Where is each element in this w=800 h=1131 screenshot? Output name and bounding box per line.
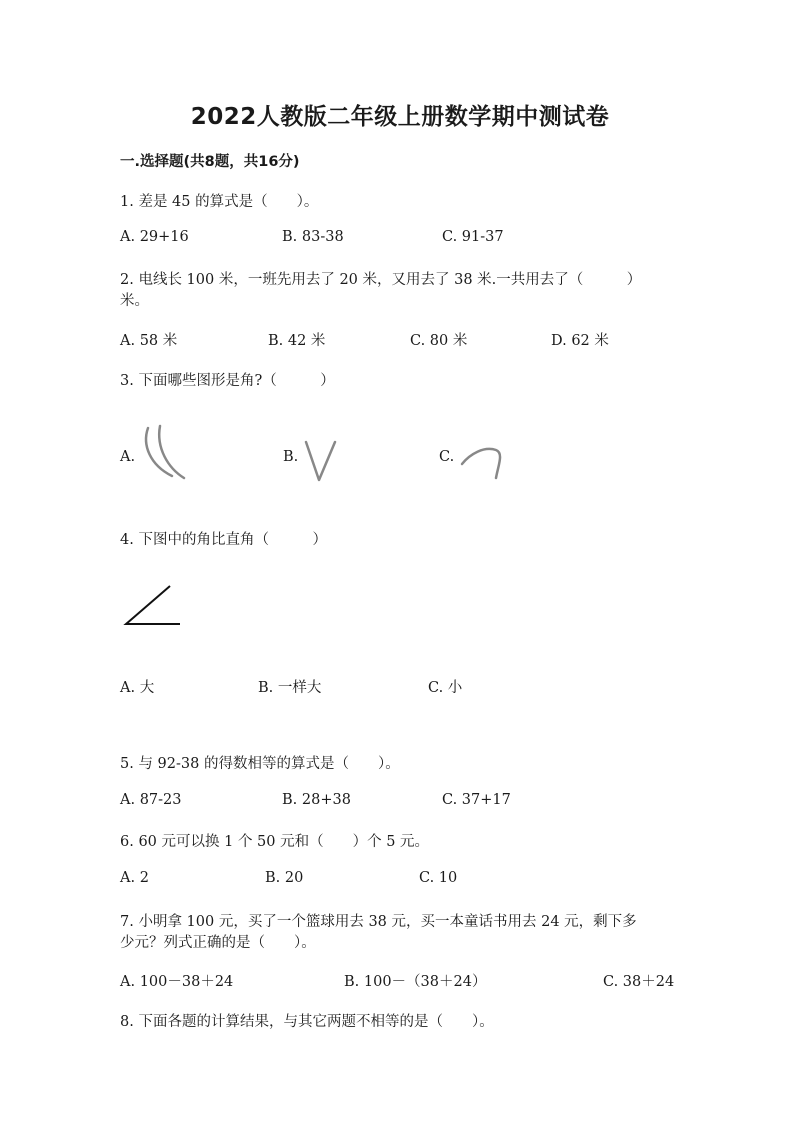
q5-option-b: B. 28+38 — [282, 792, 351, 808]
question-2-line-1: 2. 电线长 100 米，一班先用去了 20 米，又用去了 38 米.一共用去了（ ） — [120, 272, 642, 288]
question-8: 8. 下面各题的计算结果，与其它两题不相等的是（ ）。 — [120, 1014, 494, 1030]
q7-option-a: A. 100－38＋24 — [120, 974, 234, 990]
q1-option-b: B. 83-38 — [282, 229, 344, 245]
question-3: 3. 下面哪些图形是角?（ ） — [120, 373, 335, 389]
q3-figure-b — [302, 436, 342, 486]
question-1: 1. 差是 45 的算式是（ ）。 — [120, 194, 319, 210]
q1-option-a: A. 29+16 — [120, 229, 189, 245]
q3-option-c: C. — [439, 449, 455, 465]
question-6: 6. 60 元可以换 1 个 50 元和（ ）个 5 元。 — [120, 834, 430, 850]
question-7-line-1: 7. 小明拿 100 元，买了一个篮球用去 38 元，买一本童话书用去 24 元，剩下多 — [120, 914, 637, 930]
q1-option-c: C. 91-37 — [442, 229, 504, 245]
q7-option-c: C. 38＋24 — [603, 974, 675, 990]
q3-figure-a — [138, 420, 198, 490]
q2-option-a: A. 58 米 — [120, 333, 178, 349]
q4-angle-figure — [120, 580, 190, 635]
q7-option-b: B. 100－（38＋24） — [344, 974, 487, 990]
q4-option-a: A. 大 — [120, 680, 155, 696]
q3-figure-c — [456, 440, 511, 485]
q5-option-a: A. 87-23 — [120, 792, 182, 808]
question-5: 5. 与 92-38 的得数相等的算式是（ ）。 — [120, 756, 400, 772]
question-2-line-2: 米。 — [120, 293, 149, 309]
q2-option-c: C. 80 米 — [410, 333, 468, 349]
q2-option-d: D. 62 米 — [551, 333, 609, 349]
question-4: 4. 下图中的角比直角（ ） — [120, 532, 327, 548]
q6-option-a: A. 2 — [120, 870, 149, 886]
question-7-line-2: 少元？列式正确的是（ ）。 — [120, 935, 316, 951]
q6-option-b: B. 20 — [265, 870, 304, 886]
q2-option-b: B. 42 米 — [268, 333, 326, 349]
page-title: 2022人教版二年级上册数学期中测试卷 — [190, 104, 610, 130]
q3-option-b: B. — [283, 449, 299, 465]
q5-option-c: C. 37+17 — [442, 792, 511, 808]
q4-option-b: B. 一样大 — [258, 680, 322, 696]
q4-option-c: C. 小 — [428, 680, 463, 696]
q6-option-c: C. 10 — [419, 870, 458, 886]
section-heading: 一.选择题(共8题，共16分) — [120, 154, 300, 170]
q3-option-a: A. — [120, 449, 136, 465]
